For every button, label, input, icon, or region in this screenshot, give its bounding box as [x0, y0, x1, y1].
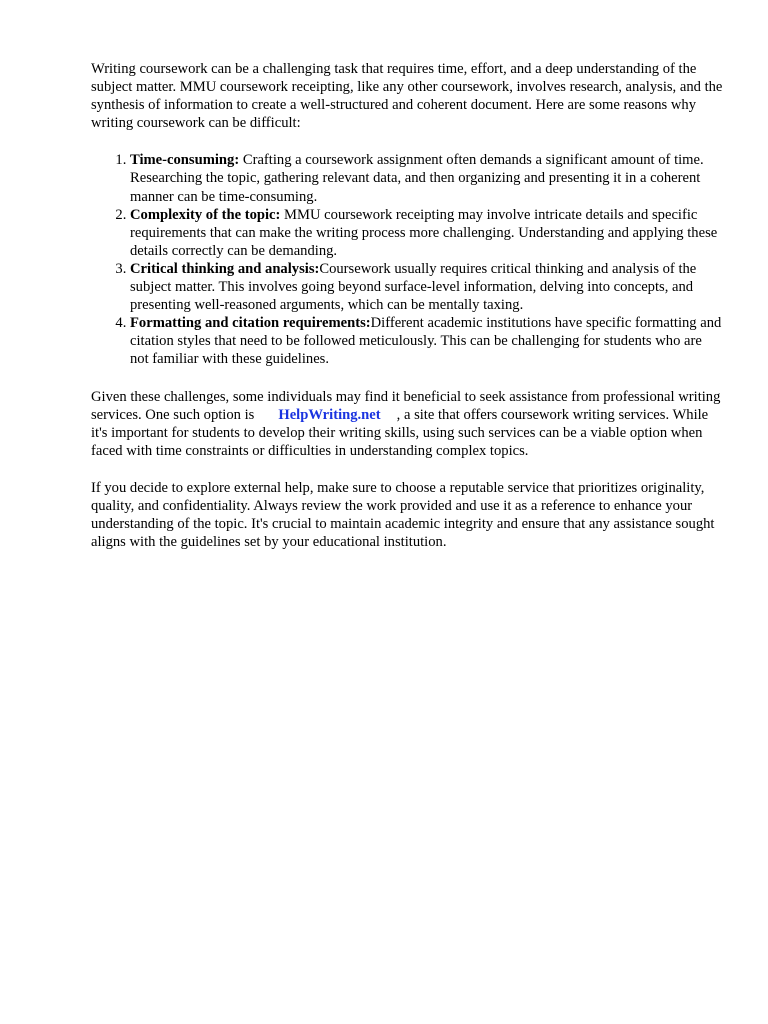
list-item-text: MMU coursework receipting may involve intricate details and specific requirements that can make the writing process more challenging. Understanding and applying these details correctly can be demanding.: [130, 206, 718, 259]
reasons-list: [91, 151, 723, 368]
intro-paragraph: Writing coursework can be a challenging task that requires time, effort, and a deep understanding of the subject matter. MMU coursework receipting, like any other coursework, involves research, analysis, and the synthesis of information to create a well-structured and coherent document. Here are some reasons why writing coursework can be difficult:: [91, 61, 723, 132]
list-item-title: Critical thinking and analysis:: [130, 260, 320, 277]
list-item: [130, 151, 723, 205]
list-item-text: Crafting a coursework assignment often demands a significant amount of time. Researching the topic, gathering relevant data, and then organizing and presenting it in a coherent manner can be time-consuming.: [130, 152, 704, 205]
services-text-after: , a site that offers coursework writing services. While it's important for students to develop their writing skills, using such services can be a viable option when faced with time constraints or difficulties in understanding complex topics.: [91, 406, 709, 459]
helpwriting-link[interactable]: HelpWriting.net: [278, 406, 381, 423]
document-page: [91, 60, 723, 570]
list-item-text: Coursework usually requires critical thinking and analysis of the subject matter. This involves going beyond surface-level information, delving into concepts, and presenting well-reasoned arguments, which can be mentally taxing.: [130, 260, 697, 314]
list-item: [130, 260, 723, 314]
services-paragraph: [91, 388, 723, 460]
list-item-title: Time-consuming:: [130, 152, 240, 169]
list-item: [130, 314, 723, 368]
list-item: [130, 206, 723, 260]
services-text-before: Given these challenges, some individuals may find it beneficial to seek assistance from professional writing services. One such option is: [91, 388, 721, 423]
list-item-title: Formatting and citation requirements:: [130, 315, 371, 332]
list-item-title: Complexity of the topic:: [130, 206, 281, 223]
list-item-text: Different academic institutions have specific formatting and citation styles that need to be followed meticulously. This can be challenging for students who are not familiar with these guidelines.: [130, 315, 722, 368]
advice-paragraph: If you decide to explore external help, make sure to choose a reputable service that prioritizes originality, quality, and confidentiality. Always review the work provided and use it as a reference to enhance your understanding of the topic. It's crucial to maintain academic integrity and ensure that any assistance sought aligns with the guidelines set by your educational institution.: [91, 479, 715, 551]
